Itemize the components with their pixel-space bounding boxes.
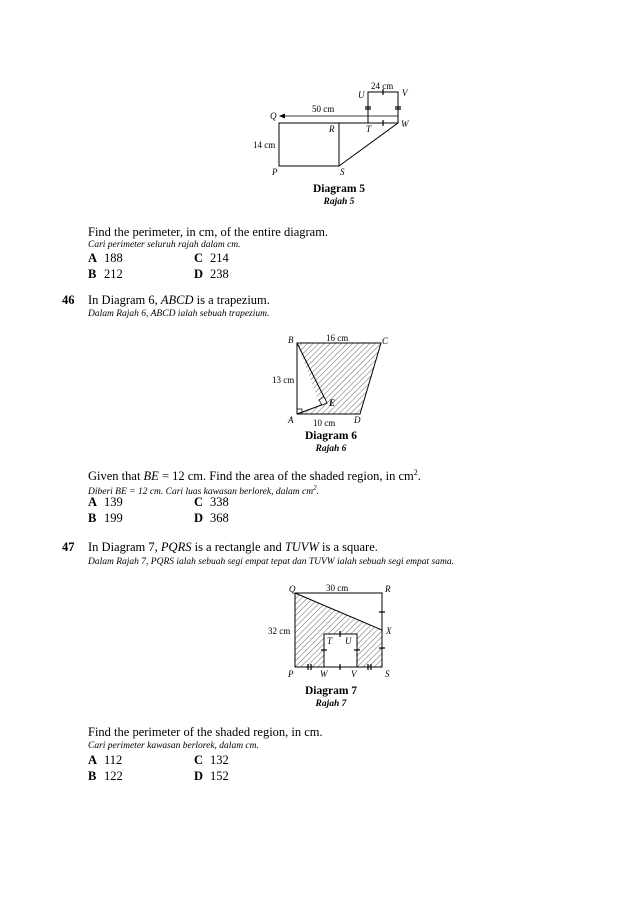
q46-intro: In Diagram 6, ABCD is a trapezium. (88, 293, 270, 307)
d5-label-u: U (358, 90, 365, 100)
d7-label-x: X (386, 626, 392, 636)
d5-label-r: R (329, 124, 335, 134)
d7-label-q: Q (289, 584, 296, 594)
d5-label-s: S (340, 167, 345, 177)
d5-label-t: T (366, 124, 372, 134)
d7-top-length: 30 cm (326, 583, 349, 593)
d5-label-w: W (401, 119, 409, 129)
q46-intro-malay: Dalam Rajah 6, ABCD ialah sebuah trapezium. (88, 309, 270, 319)
diagram-6-caption: Diagram 6 (304, 430, 358, 442)
d6-label-c: C (382, 336, 389, 346)
diagram-7-caption: Diagram 7 (304, 685, 358, 697)
d7-label-p: P (288, 669, 294, 679)
diagram-6-caption-malay: Rajah 6 (315, 444, 347, 454)
q47-option-d[interactable]: D 152 (194, 769, 229, 783)
d6-top-length: 16 cm (326, 333, 349, 343)
q47-question: Find the perimeter of the shaded region, in cm. (88, 725, 323, 739)
d5-top-length: 24 cm (371, 81, 394, 91)
diagram-5 (240, 75, 430, 180)
q46-number: 46 (62, 293, 75, 307)
q45-option-c[interactable]: C 214 (194, 251, 229, 265)
diagram-5-caption-malay: Rajah 5 (323, 197, 355, 207)
q47-number: 47 (62, 540, 75, 554)
q45-option-a[interactable]: A 188 (88, 251, 123, 265)
q47-option-c[interactable]: C 132 (194, 753, 229, 767)
d6-left-length: 13 cm (272, 375, 295, 385)
d6-label-e: E (329, 398, 336, 408)
d5-left-length: 14 cm (253, 140, 276, 150)
d7-label-w: W (320, 669, 328, 679)
q47-intro-malay: Dalam Rajah 7, PQRS ialah sebuah segi empat tepat dan TUVW ialah sebuah segi empat sama. (88, 557, 454, 567)
d7-left-length: 32 cm (268, 626, 291, 636)
diagram-5-caption: Diagram 5 (312, 183, 366, 195)
q46-question-malay: Diberi BE = 12 cm. Cari luas kawasan berlorek, dalam $cm^2$. (88, 484, 319, 498)
d5-label-q: Q (270, 111, 277, 121)
q47-question-malay: Cari perimeter kawasan berlorek, dalam cm. (88, 741, 259, 751)
diagram-6 (265, 330, 400, 430)
q46-option-d[interactable]: D 368 (194, 511, 229, 525)
diagram-7-caption-malay: Rajah 7 (315, 699, 347, 709)
d7-label-r: R (385, 584, 391, 594)
d5-label-p: P (272, 167, 278, 177)
q47-option-a[interactable]: A 112 (88, 753, 123, 767)
q45-question: Find the perimeter, in cm, of the entire diagram. (88, 225, 329, 239)
q46-question: Given that BE = 12 cm. Find the area of the shaded region, in $cm^2$. (88, 468, 421, 484)
q46-option-a[interactable]: A 139 (88, 495, 123, 509)
q45-question-malay: Cari perimeter seluruh rajah dalam cm. (88, 240, 241, 250)
q47-option-b[interactable]: B 122 (88, 769, 123, 783)
d7-label-u: U (345, 636, 352, 646)
q45-option-d[interactable]: D 238 (194, 267, 229, 281)
diagram-7 (265, 580, 405, 680)
d5-label-v: V (402, 88, 408, 98)
d7-label-v: V (351, 669, 357, 679)
q45-option-b[interactable]: B 212 (88, 267, 123, 281)
d5-mid-length: 50 cm (312, 104, 335, 114)
d6-label-b: B (288, 335, 294, 345)
d7-label-t: T (327, 636, 333, 646)
d6-bottom-length: 10 cm (313, 418, 336, 428)
d6-label-a: A (288, 415, 294, 425)
d7-label-s: S (385, 669, 390, 679)
q46-option-c[interactable]: C 338 (194, 495, 229, 509)
q47-intro: In Diagram 7, PQRS is a rectangle and TUVW is a square. (88, 540, 378, 554)
d6-label-d: D (354, 415, 361, 425)
q46-option-b[interactable]: B 199 (88, 511, 123, 525)
